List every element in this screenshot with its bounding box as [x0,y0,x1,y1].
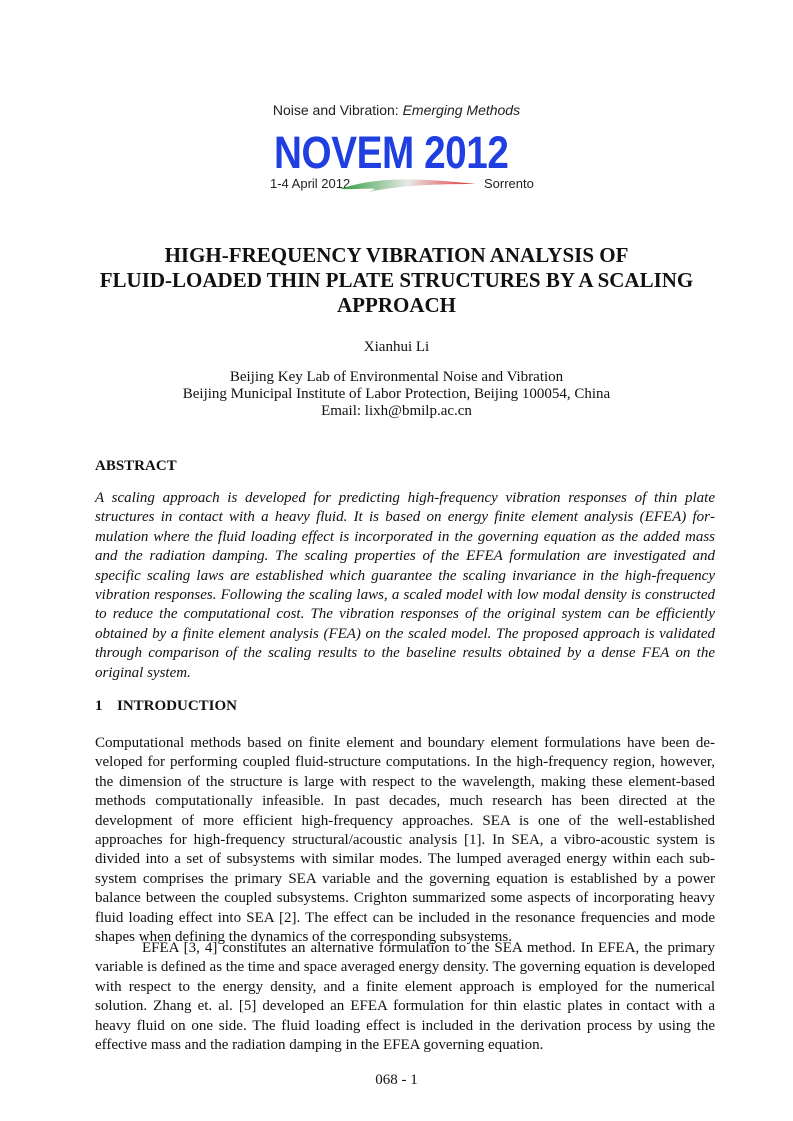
conference-header [0,102,793,191]
conference-subtitle-italic: Emerging Methods [402,102,521,118]
author-name: Xianhui Li [363,339,430,355]
affiliation-line: Beijing Municipal Institute of Labor Protection, Beijing 100054, China [182,386,611,402]
title-line: FLUID-LOADED THIN PLATE STRUCTURES BY A SCALING [99,268,694,292]
conference-logo: NOVEM 2012 [274,127,509,178]
page-number: 068 - 1 [375,1072,418,1088]
section-heading [95,698,237,715]
abstract-heading: ABSTRACT [95,458,177,474]
affiliation-email: Email: lixh@bmilp.ac.cn [321,403,472,419]
affiliation [0,369,793,420]
conference-subtitle: Noise and Vibration: Emerging Methods [272,102,521,118]
title-line: APPROACH [337,293,456,317]
intro-paragraph-2: EFEA [3, 4] constitutes an alternative formulation to the SEA method. In EFEA, the primary variable is defined as the time and space averaged energy density. The governing equation is developed with respect to the energy density, and a finite element approach is employed for the numerical solution. Zhang et. al. [5] developed an EFEA formulation for thin elastic plates in contact with a heavy fluid on one side. The fluid loading effect is included in the derivation process by using the effective mass and the radiation damping in the EFEA governing equation. [95,940,715,1054]
conference-location: Sorrento [484,176,534,191]
abstract-body: A scaling approach is developed for predicting high-frequency vibration responses of thin plate structures in contact with a heavy fluid. It is based on energy finite element analysis (EFEA) formulation where the fluid loading effect is incorporated in the governing equation as the added mass and the radiation damping. The scaling properties of the EFEA formulation are investigated and specific scaling laws are established which guarantee the scaling invariance in the high-frequency vibration responses. Following the scaling laws, a scaled model with low modal density is constructed to reduce the computational cost. The vibration responses of the original system can be efficiently obtained by a finite element analysis (FEA) on the scaled model. The proposed approach is validated through comparison of the scaling results to the baseline results obtained by a dense FEA on the original system. [95,490,715,681]
section-title: INTRODUCTION [117,698,238,714]
paper-title [60,243,733,318]
logo-swoosh-icon [338,178,478,194]
conference-dates: 1-4 April 2012 [270,176,351,191]
title-line: HIGH-FREQUENCY VIBRATION ANALYSIS OF [164,243,629,267]
intro-paragraph-1: Computational methods based on finite element and boundary element formulations have been developed for performing coupled fluid-structure computations. In the high-frequency region, however, the dimension of the structure is large with respect to the wavelength, making these element-based methods computationally infeasible. In past decades, much research has been directed at the development of more efficient high-frequency approaches. SEA is one of the well-established approaches for high-frequency structural/acoustic analysis [1]. In SEA, a vibro-acoustic system is divided into a set of subsystems with similar modes. The lumped averaged energy within each subsystem comprises the primary SEA variable and the governing equation is established by a power balance between the coupled subsystems. Crighton summarized some aspects of incorporating heavy fluid loading effect into SEA [2]. The effect can be included in the resonance frequencies and mode shapes when defining the dynamics of the corresponding subsystems. [95,735,715,946]
section-number: 1 [95,698,103,714]
affiliation-line: Beijing Key Lab of Environmental Noise and Vibration [229,369,564,385]
